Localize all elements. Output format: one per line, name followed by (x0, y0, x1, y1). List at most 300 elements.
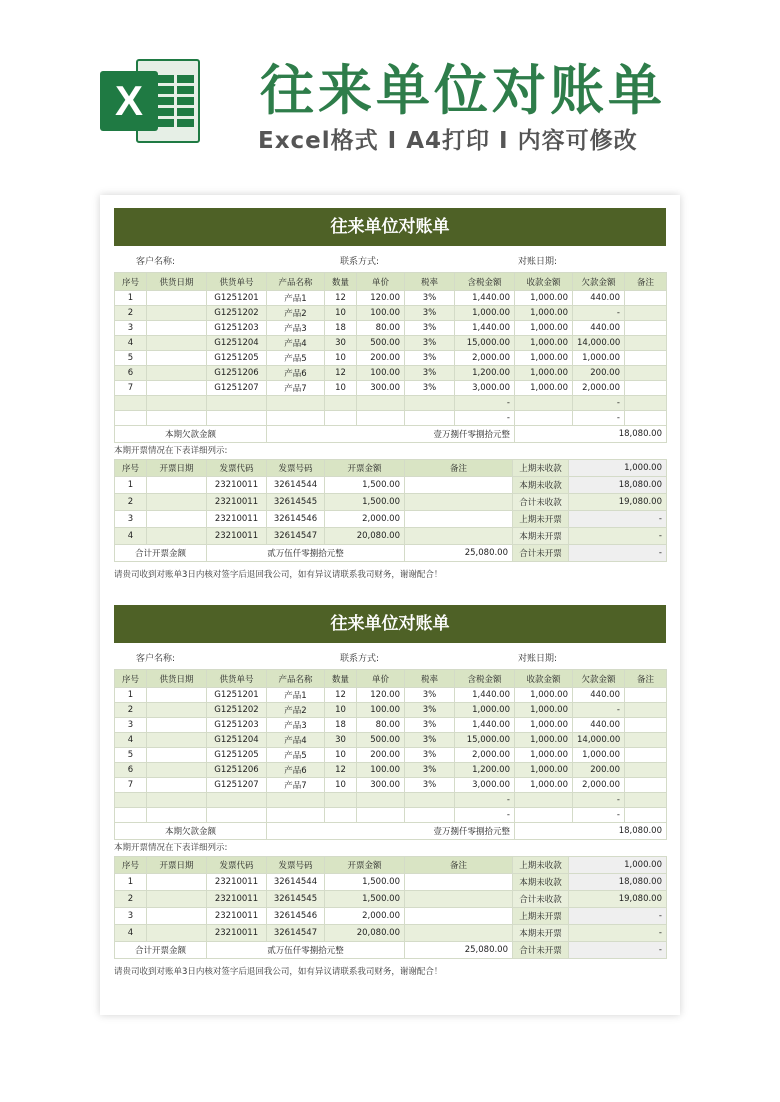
sheet-title: 往来单位对账单 (114, 208, 666, 246)
table-cell: 3% (405, 366, 455, 381)
table-cell (625, 793, 667, 808)
table-cell (267, 396, 325, 411)
table-cell: G1251203 (207, 321, 267, 336)
table-row (115, 291, 667, 306)
table-cell: 120.00 (357, 291, 405, 306)
footer-note: 请贵司收到对账单3日内核对签字后退回我公司，如有异议请联系我司财务，谢谢配合！ (114, 967, 443, 977)
table-cell: 3% (405, 291, 455, 306)
table-cell: 2,000.00 (325, 511, 405, 528)
table-cell: 32614547 (267, 925, 325, 942)
column-header: 单价 (357, 273, 405, 291)
table-cell (405, 411, 455, 426)
table-cell (625, 336, 667, 351)
summary-label: 上期未开票 (513, 511, 569, 528)
column-header: 产品名称 (267, 273, 325, 291)
summary-label: 本期未开票 (513, 925, 569, 942)
table-cell: G1251207 (207, 778, 267, 793)
table-cell (625, 718, 667, 733)
table-cell: 3,000.00 (455, 778, 515, 793)
column-header: 备注 (625, 670, 667, 688)
table-cell: 3% (405, 718, 455, 733)
table-cell: 2,000.00 (325, 908, 405, 925)
table-cell (357, 808, 405, 823)
table-cell: G1251205 (207, 748, 267, 763)
table-cell (147, 366, 207, 381)
table-cell: 200.00 (357, 748, 405, 763)
table-cell: 32614544 (267, 477, 325, 494)
table-cell: 2,000.00 (573, 778, 625, 793)
table-cell (147, 874, 207, 891)
table-cell: G1251202 (207, 703, 267, 718)
table-cell: 3 (115, 511, 147, 528)
debt-total-row (115, 823, 667, 840)
table-cell: 23210011 (207, 908, 267, 925)
column-header: 发票代码 (207, 460, 267, 477)
date-label: 对账日期: (518, 654, 558, 664)
table-cell (147, 477, 207, 494)
table-cell: 120.00 (357, 688, 405, 703)
table-cell (357, 793, 405, 808)
column-header: 供货单号 (207, 273, 267, 291)
table-cell: 3% (405, 763, 455, 778)
column-header: 开票日期 (147, 857, 207, 874)
table-cell: 10 (325, 306, 357, 321)
column-header: 备注 (625, 273, 667, 291)
table-cell (325, 808, 357, 823)
table-cell: G1251201 (207, 688, 267, 703)
table-cell: 1,000.00 (515, 733, 573, 748)
table-cell (515, 808, 573, 823)
table-cell: 1,000.00 (515, 291, 573, 306)
column-header: 产品名称 (267, 670, 325, 688)
table-cell: 23210011 (207, 528, 267, 545)
table-cell: 4 (115, 925, 147, 942)
invoice-total-words: 贰万伍仟零捌拾元整 (207, 545, 405, 562)
table-cell (325, 411, 357, 426)
table-cell (405, 925, 513, 942)
column-header: 欠款金额 (573, 670, 625, 688)
contact-label: 联系方式: (340, 654, 380, 664)
table-cell: 32614547 (267, 528, 325, 545)
summary-value: 19,080.00 (569, 891, 667, 908)
invoice-note: 本期开票情况在下表详细列示: (114, 843, 228, 853)
customer-label: 客户名称: (136, 654, 176, 664)
table-cell: - (455, 411, 515, 426)
table-cell (147, 793, 207, 808)
invoice-note: 本期开票情况在下表详细列示: (114, 446, 228, 456)
summary-label: 本期未开票 (513, 528, 569, 545)
debt-label: 本期欠款金额 (115, 823, 267, 840)
table-cell: 100.00 (357, 703, 405, 718)
table-cell: - (573, 808, 625, 823)
summary-value: - (569, 942, 667, 959)
invoice-row (115, 528, 667, 545)
table-cell: 3% (405, 336, 455, 351)
table-cell: 1 (115, 291, 147, 306)
table-cell: 80.00 (357, 321, 405, 336)
table-cell: 12 (325, 366, 357, 381)
table-cell: 300.00 (357, 381, 405, 396)
column-header: 开票日期 (147, 460, 207, 477)
table-cell: 1,000.00 (515, 688, 573, 703)
table-cell: 12 (325, 688, 357, 703)
table-cell (405, 908, 513, 925)
table-cell: G1251205 (207, 351, 267, 366)
summary-value: - (569, 545, 667, 562)
table-cell: 产品7 (267, 381, 325, 396)
table-cell (625, 763, 667, 778)
table-cell: 12 (325, 763, 357, 778)
table-cell (147, 925, 207, 942)
invoice-row (115, 477, 667, 494)
table-cell: 1,000.00 (455, 703, 515, 718)
table-cell (625, 291, 667, 306)
contact-label: 联系方式: (340, 257, 380, 267)
table-cell: - (573, 411, 625, 426)
summary-value: 18,080.00 (569, 874, 667, 891)
summary-label: 合计未开票 (513, 942, 569, 959)
invoice-table (114, 856, 667, 959)
summary-label: 上期未收款 (513, 460, 569, 477)
table-cell: 1,440.00 (455, 688, 515, 703)
table-cell (147, 908, 207, 925)
column-header: 欠款金额 (573, 273, 625, 291)
table-row (115, 703, 667, 718)
table-cell (147, 748, 207, 763)
table-cell: 15,000.00 (455, 336, 515, 351)
table-cell: 1 (115, 874, 147, 891)
summary-label: 上期未开票 (513, 908, 569, 925)
table-row (115, 808, 667, 823)
table-cell: 440.00 (573, 688, 625, 703)
column-header: 开票金额 (325, 857, 405, 874)
table-cell: G1251204 (207, 336, 267, 351)
invoice-total-words: 贰万伍仟零捌拾元整 (207, 942, 405, 959)
summary-label: 本期未收款 (513, 477, 569, 494)
table-cell (147, 718, 207, 733)
table-cell: 1,000.00 (515, 748, 573, 763)
invoice-total-label: 合计开票金额 (115, 942, 207, 959)
table-row (115, 688, 667, 703)
table-row (115, 351, 667, 366)
invoice-total-value: 25,080.00 (405, 545, 513, 562)
table-cell (325, 793, 357, 808)
invoice-header-row (115, 857, 667, 874)
table-cell (515, 411, 573, 426)
table-cell (405, 396, 455, 411)
table-cell: G1251207 (207, 381, 267, 396)
table-cell: 2,000.00 (573, 381, 625, 396)
column-header: 单价 (357, 670, 405, 688)
table-cell: 2,000.00 (455, 351, 515, 366)
table-cell (115, 396, 147, 411)
table-cell: G1251202 (207, 306, 267, 321)
table-cell: 产品7 (267, 778, 325, 793)
table-cell (625, 748, 667, 763)
banner (0, 0, 780, 200)
table-cell: 23210011 (207, 874, 267, 891)
table-cell: 23210011 (207, 477, 267, 494)
table-cell: 6 (115, 366, 147, 381)
table-cell: 20,080.00 (325, 925, 405, 942)
table-cell: 440.00 (573, 291, 625, 306)
table-cell: - (573, 793, 625, 808)
table-cell: 300.00 (357, 778, 405, 793)
column-header: 备注 (405, 857, 513, 874)
table-cell: G1251206 (207, 763, 267, 778)
table-cell: 1 (115, 477, 147, 494)
table-cell: 产品4 (267, 733, 325, 748)
table-cell: 23210011 (207, 925, 267, 942)
document-paper (100, 195, 680, 1015)
table-cell (625, 396, 667, 411)
table-cell: 3 (115, 718, 147, 733)
table-cell: 1 (115, 688, 147, 703)
table-header-row (115, 670, 667, 688)
table-cell (147, 494, 207, 511)
table-cell: 500.00 (357, 336, 405, 351)
table-cell (405, 511, 513, 528)
table-cell: 2 (115, 306, 147, 321)
table-cell: 1,000.00 (515, 381, 573, 396)
table-cell: 10 (325, 778, 357, 793)
table-cell (357, 396, 405, 411)
table-cell: 30 (325, 733, 357, 748)
table-cell (147, 528, 207, 545)
table-cell: 4 (115, 528, 147, 545)
table-row (115, 411, 667, 426)
table-cell: 100.00 (357, 306, 405, 321)
table-cell: 18 (325, 718, 357, 733)
table-cell: - (573, 703, 625, 718)
table-row (115, 306, 667, 321)
table-cell: 200.00 (573, 366, 625, 381)
invoice-total-value: 25,080.00 (405, 942, 513, 959)
table-cell: 10 (325, 748, 357, 763)
table-cell (147, 763, 207, 778)
table-cell: - (573, 396, 625, 411)
table-cell: 2 (115, 703, 147, 718)
table-cell: 10 (325, 703, 357, 718)
table-cell: G1251201 (207, 291, 267, 306)
table-cell (147, 321, 207, 336)
table-cell: 23210011 (207, 891, 267, 908)
table-cell: 产品1 (267, 688, 325, 703)
table-cell (625, 808, 667, 823)
table-cell: 20,080.00 (325, 528, 405, 545)
table-cell (405, 477, 513, 494)
table-cell (515, 396, 573, 411)
summary-value: 1,000.00 (569, 460, 667, 477)
invoice-row (115, 494, 667, 511)
column-header: 含税金额 (455, 670, 515, 688)
table-cell (405, 874, 513, 891)
column-header: 数量 (325, 670, 357, 688)
summary-value: - (569, 908, 667, 925)
summary-value: 19,080.00 (569, 494, 667, 511)
column-header: 发票号码 (267, 857, 325, 874)
column-header: 发票代码 (207, 857, 267, 874)
table-cell: 3 (115, 321, 147, 336)
table-cell (147, 891, 207, 908)
table-cell (625, 411, 667, 426)
debt-words: 壹万捌仟零捌拾元整 (267, 426, 515, 443)
table-cell (405, 528, 513, 545)
table-cell: 32614546 (267, 908, 325, 925)
table-cell: 23210011 (207, 511, 267, 528)
table-cell: 产品2 (267, 306, 325, 321)
table-cell: 1,000.00 (515, 321, 573, 336)
table-cell (625, 306, 667, 321)
table-header-row (115, 273, 667, 291)
table-cell (405, 891, 513, 908)
table-cell: 1,000.00 (455, 306, 515, 321)
column-header: 供货日期 (147, 273, 207, 291)
table-cell: 32614545 (267, 891, 325, 908)
table-cell (147, 688, 207, 703)
table-cell: 1,500.00 (325, 477, 405, 494)
table-cell: 产品3 (267, 718, 325, 733)
invoice-row (115, 891, 667, 908)
table-cell (147, 778, 207, 793)
column-header: 发票号码 (267, 460, 325, 477)
table-cell: G1251204 (207, 733, 267, 748)
table-cell: 80.00 (357, 718, 405, 733)
table-cell (325, 396, 357, 411)
table-cell (625, 703, 667, 718)
banner-title: 往来单位对账单 (260, 59, 666, 122)
table-cell: 3% (405, 703, 455, 718)
table-cell: 440.00 (573, 321, 625, 336)
table-cell (115, 808, 147, 823)
statement-sheet-2 (114, 605, 666, 985)
table-cell: 15,000.00 (455, 733, 515, 748)
table-cell: 3,000.00 (455, 381, 515, 396)
table-cell: 4 (115, 733, 147, 748)
table-cell: 产品4 (267, 336, 325, 351)
table-cell: 14,000.00 (573, 336, 625, 351)
table-cell: 产品6 (267, 763, 325, 778)
debt-words: 壹万捌仟零捌拾元整 (267, 823, 515, 840)
table-cell: 3% (405, 733, 455, 748)
table-cell (147, 808, 207, 823)
summary-value: - (569, 925, 667, 942)
table-cell: 7 (115, 381, 147, 396)
table-row (115, 733, 667, 748)
table-cell (625, 321, 667, 336)
table-cell: 3% (405, 778, 455, 793)
table-cell (147, 703, 207, 718)
column-header: 序号 (115, 273, 147, 291)
table-cell: 产品3 (267, 321, 325, 336)
table-cell (405, 808, 455, 823)
invoice-table (114, 459, 667, 562)
table-cell: G1251203 (207, 718, 267, 733)
table-row (115, 718, 667, 733)
table-cell (147, 511, 207, 528)
table-cell: 2,000.00 (455, 748, 515, 763)
table-cell: 6 (115, 763, 147, 778)
customer-label: 客户名称: (136, 257, 176, 267)
table-cell: 10 (325, 381, 357, 396)
table-cell: 3% (405, 688, 455, 703)
table-row (115, 763, 667, 778)
info-row (114, 246, 666, 272)
summary-value: 18,080.00 (569, 477, 667, 494)
table-cell (147, 351, 207, 366)
table-cell (625, 688, 667, 703)
table-cell (405, 793, 455, 808)
footer-note: 请贵司收到对账单3日内核对签字后退回我公司，如有异议请联系我司财务，谢谢配合！ (114, 570, 443, 580)
table-cell: 14,000.00 (573, 733, 625, 748)
table-cell: - (455, 808, 515, 823)
table-cell (147, 336, 207, 351)
table-cell: 32614544 (267, 874, 325, 891)
table-cell: 1,000.00 (573, 351, 625, 366)
table-cell: 7 (115, 778, 147, 793)
column-header: 供货单号 (207, 670, 267, 688)
table-cell: 32614545 (267, 494, 325, 511)
summary-value: 1,000.00 (569, 857, 667, 874)
table-cell: 1,000.00 (515, 336, 573, 351)
table-cell: 1,000.00 (515, 778, 573, 793)
table-cell (625, 351, 667, 366)
table-cell: 3% (405, 306, 455, 321)
table-cell: 产品2 (267, 703, 325, 718)
debt-value: 18,080.00 (515, 426, 667, 443)
table-cell: 产品6 (267, 366, 325, 381)
table-cell: 1,200.00 (455, 763, 515, 778)
table-cell (267, 793, 325, 808)
column-header: 备注 (405, 460, 513, 477)
table-cell: 产品1 (267, 291, 325, 306)
table-row (115, 336, 667, 351)
table-row (115, 366, 667, 381)
table-cell: 1,440.00 (455, 321, 515, 336)
table-cell: 500.00 (357, 733, 405, 748)
supply-table (114, 272, 667, 443)
statement-sheet-1 (114, 208, 666, 588)
invoice-header-row (115, 460, 667, 477)
table-cell: 30 (325, 336, 357, 351)
table-cell: 2 (115, 891, 147, 908)
invoice-row (115, 874, 667, 891)
table-cell: 3% (405, 748, 455, 763)
excel-logo-icon: X (100, 55, 200, 147)
summary-label: 合计未收款 (513, 891, 569, 908)
table-row (115, 396, 667, 411)
column-header: 收款金额 (515, 670, 573, 688)
summary-value: - (569, 528, 667, 545)
table-cell (115, 793, 147, 808)
table-cell: 1,000.00 (515, 306, 573, 321)
table-cell: 1,000.00 (573, 748, 625, 763)
table-cell (207, 411, 267, 426)
table-cell (147, 733, 207, 748)
column-header: 收款金额 (515, 273, 573, 291)
debt-value: 18,080.00 (515, 823, 667, 840)
column-header: 序号 (115, 460, 147, 477)
table-cell (515, 793, 573, 808)
invoice-row (115, 908, 667, 925)
table-cell: 3% (405, 381, 455, 396)
table-cell: 200.00 (573, 763, 625, 778)
table-cell: 5 (115, 748, 147, 763)
table-cell: - (455, 396, 515, 411)
table-cell: 1,000.00 (515, 718, 573, 733)
table-cell: 3% (405, 351, 455, 366)
table-cell: 1,200.00 (455, 366, 515, 381)
